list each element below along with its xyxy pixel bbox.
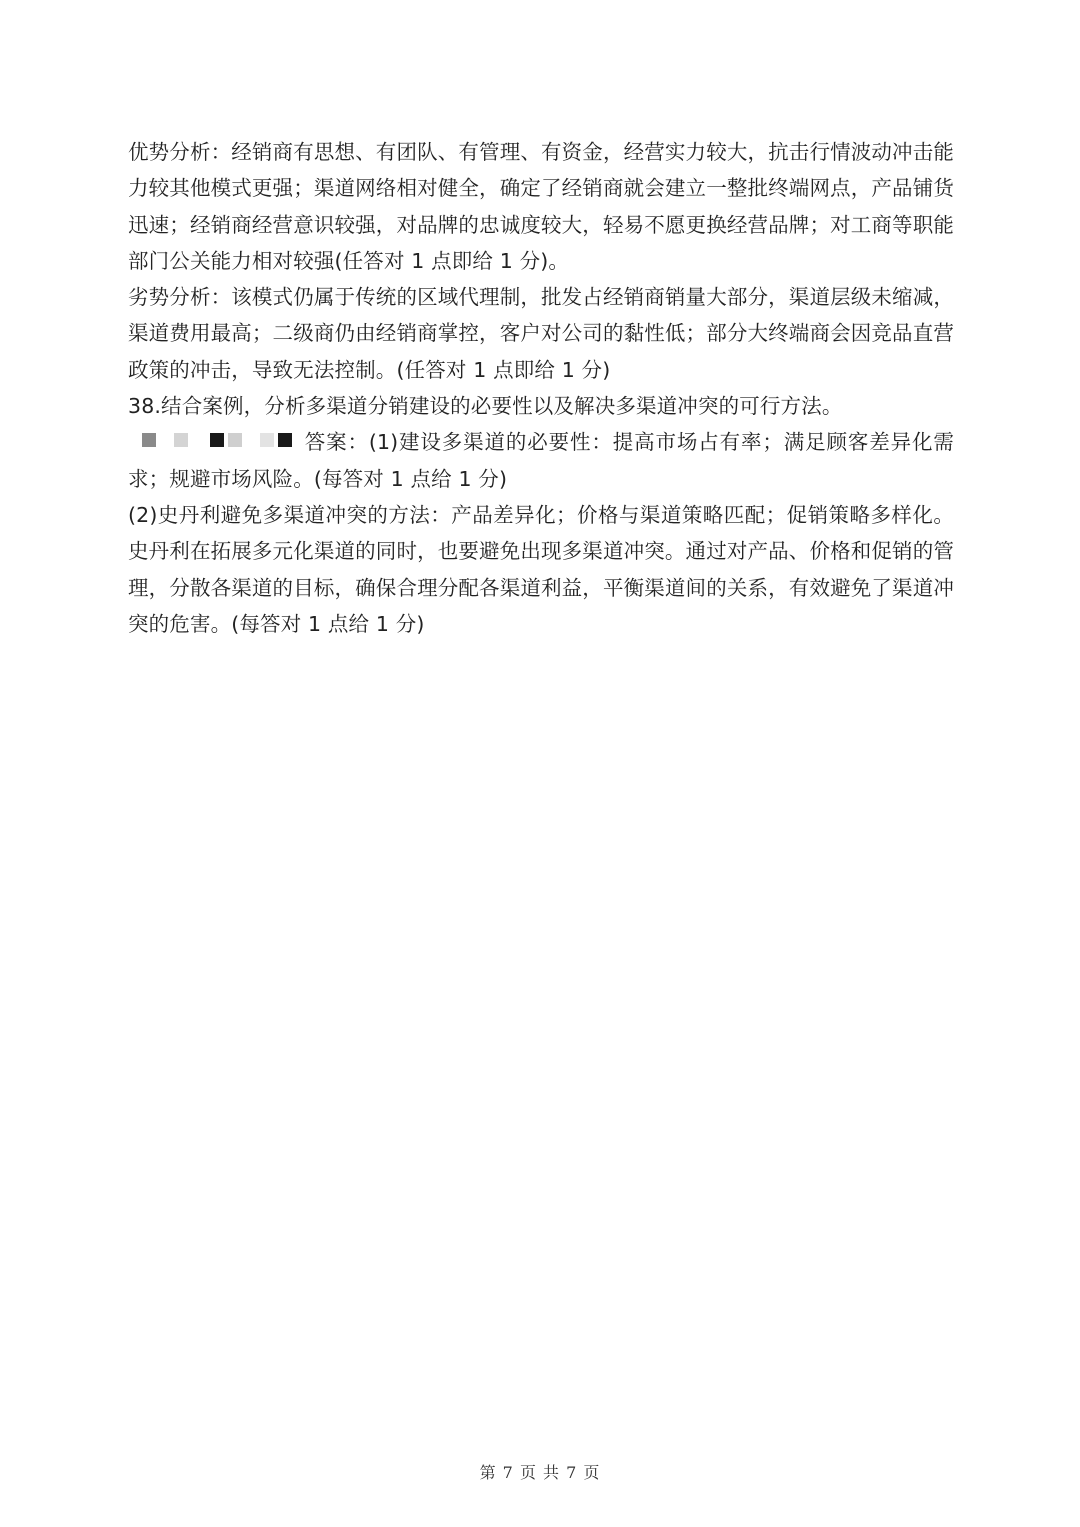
answer-paragraph <box>128 424 954 497</box>
redaction-mosaic <box>128 431 302 451</box>
document-body <box>128 134 954 642</box>
page-number-footer: 第 7 页 共 7 页 <box>479 1463 601 1482</box>
answer-part-2: (2)史丹利避免多渠道冲突的方法：产品差异化；价格与渠道策略匹配；促销策略多样化。史丹利在拓展多元化渠道的同时，也要避免出现多渠道冲突。通过对产品、价格和促销的管理，分散各渠道的目标，确保合理分配各渠道利益，平衡渠道间的关系，有效避免了渠道冲突的危害。(每答对 1 点给 1 分) <box>128 502 954 636</box>
question-38: 38.结合案例，分析多渠道分销建设的必要性以及解决多渠道冲突的可行方法。 <box>128 394 843 419</box>
paragraph-advantages: 优势分析：经销商有思想、有团队、有管理、有资金，经营实力较大，抗击行情波动冲击能力较其他模式更强；渠道网络相对健全，确定了经销商就会建立一整批终端网点，产品铺货迅速；经销商经营意识较强，对品牌的忠诚度较大，轻易不愿更换经营品牌；对工商等职能部门公关能力相对较强(任答对 1 点即给 1 分)。 <box>128 140 954 273</box>
answer-text: 答案：(1)建设多渠道的必要性：提高市场占有率；满足顾客差异化需求；规避市场风险。(每答对 1 点给 1 分) <box>128 430 954 491</box>
paragraph-disadvantages: 劣势分析：该模式仍属于传统的区域代理制，批发占经销商销量大部分，渠道层级未缩减，渠道费用最高；二级商仍由经销商掌控，客户对公司的黏性低；部分大终端商会因竞品直营政策的冲击，导致无法控制。(任答对 1 点即给 1 分) <box>128 285 954 382</box>
